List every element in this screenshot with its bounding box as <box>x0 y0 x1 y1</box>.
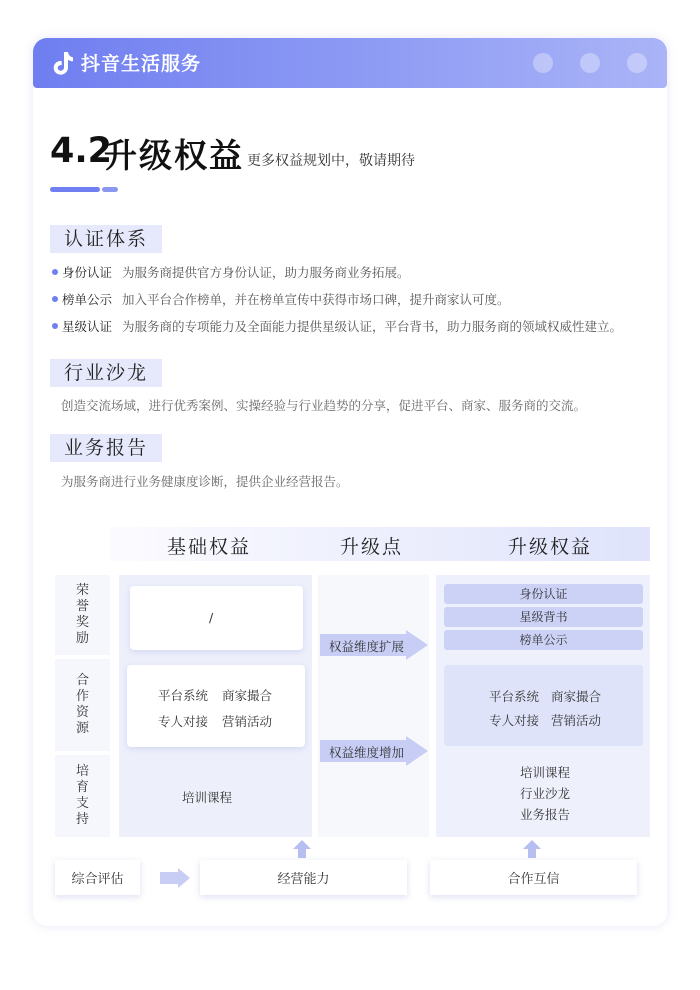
upgraded-training-item: 行业沙龙 <box>520 786 571 801</box>
point-column <box>318 575 429 837</box>
section-heading-report: 业务报告 <box>50 434 162 462</box>
list-item <box>52 263 410 281</box>
basic-resource-item: 营销活动 <box>222 714 273 729</box>
list-item <box>52 317 622 335</box>
section-heading-salon: 行业沙龙 <box>50 359 162 387</box>
row-label-honor: 荣誉奖励 <box>55 575 110 655</box>
douyin-note-icon <box>51 50 75 76</box>
basic-honor-value: / <box>209 610 214 625</box>
item-label: 星级认证 <box>62 319 113 334</box>
decor-circle <box>580 53 600 73</box>
report-description: 为服务商进行业务健康度诊断，提供企业经营报告。 <box>61 474 349 489</box>
page-subtitle: 更多权益规划中，敬请期待 <box>247 153 415 169</box>
evaluation-upgraded: 合作互信 <box>430 860 637 895</box>
brand-name: 抖音生活服务 <box>81 53 202 75</box>
salon-description: 创造交流场域，进行优秀案例、实操经验与行业趋势的分享，促进平台、商家、服务商的交流。 <box>61 398 587 413</box>
list-item <box>52 290 510 308</box>
bullet-dot <box>52 323 58 329</box>
basic-resource-item: 商家撮合 <box>222 688 273 703</box>
item-text: 加入平台合作榜单，并在榜单宣传中获得市场口碑，提升商家认可度。 <box>122 292 510 307</box>
title-underline-short <box>102 187 118 192</box>
row-label-training: 培育支持 <box>55 755 110 837</box>
upgrade-point-expand: 权益维度扩展 <box>329 639 405 654</box>
header-upgraded: 升级权益 <box>508 536 593 558</box>
section-heading-certification: 认证体系 <box>50 225 162 253</box>
upgraded-honor-item: 榜单公示 <box>444 630 643 650</box>
basic-resource-cell <box>127 665 305 747</box>
item-text: 为服务商提供官方身份认证，助力服务商业务拓展。 <box>122 265 410 280</box>
upgraded-honor-item: 星级背书 <box>444 607 643 627</box>
item-label: 身份认证 <box>62 265 113 280</box>
basic-resource-item: 专人对接 <box>158 714 209 729</box>
basic-honor-cell <box>130 586 303 650</box>
header-point: 升级点 <box>340 536 404 558</box>
section-number: 4.2 <box>50 131 113 171</box>
row-label-resource: 合作资源 <box>55 659 110 751</box>
basic-training-value: 培训课程 <box>182 790 233 805</box>
bullet-dot <box>52 269 58 275</box>
decor-circle <box>627 53 647 73</box>
upgraded-resource-item: 平台系统 <box>489 689 540 704</box>
upgraded-resource-item: 专人对接 <box>489 713 540 728</box>
upgraded-resource-cell <box>444 665 643 746</box>
evaluation-label: 综合评估 <box>55 860 140 895</box>
arrow-right-icon <box>160 868 190 888</box>
evaluation-basic: 经营能力 <box>200 860 407 895</box>
upgraded-resource-item: 商家撮合 <box>551 689 602 704</box>
arrow-up-icon <box>293 840 311 858</box>
item-label: 榜单公示 <box>62 292 113 307</box>
decor-circle <box>533 53 553 73</box>
upgraded-honor-item: 身份认证 <box>444 584 643 604</box>
upgraded-resource-item: 营销活动 <box>551 713 602 728</box>
bullet-dot <box>52 296 58 302</box>
upgraded-training-item: 业务报告 <box>520 807 571 822</box>
title-underline <box>50 187 100 192</box>
upgrade-point-increase: 权益维度增加 <box>329 745 405 760</box>
brand <box>51 49 201 76</box>
upgraded-training-item: 培训课程 <box>520 765 571 780</box>
page-title: 升级权益 <box>104 136 244 175</box>
basic-resource-item: 平台系统 <box>158 688 209 703</box>
item-text: 为服务商的专项能力及全面能力提供星级认证，平台背书，助力服务商的领域权威性建立。 <box>122 319 623 334</box>
arrow-up-icon <box>523 840 541 858</box>
header-basic: 基础权益 <box>167 536 252 558</box>
header-decoration <box>533 53 647 73</box>
brand-header <box>33 38 667 88</box>
